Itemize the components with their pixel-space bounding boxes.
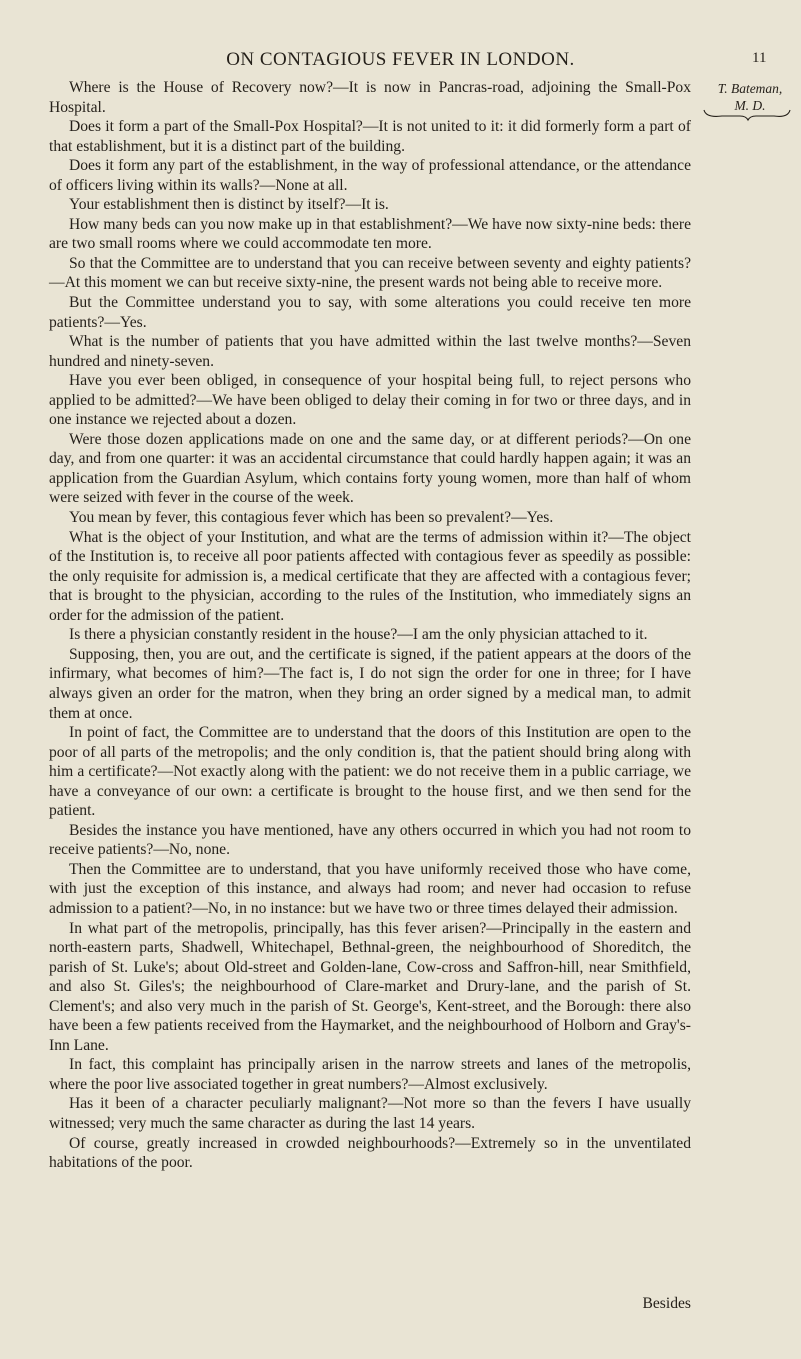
margin-note-name: T. Bateman, bbox=[717, 81, 783, 96]
paragraph: So that the Committee are to understand that you can receive between seventy and eighty patients?—At this moment we can but receive sixty-nine, the present wards not being able to receive more. bbox=[49, 254, 691, 292]
margin-note-degree: M. D. bbox=[734, 98, 766, 113]
paragraph: Besides the instance you have mentioned, have any others occurred in which you had not room to receive patients?—No, none. bbox=[49, 821, 691, 859]
paragraph: In point of fact, the Committee are to understand that the doors of this Institution are open to the poor of all parts of the metropolis; and the only condition is, that the patient should bring along with him a certificate?—Not exactly along with the patient: we do not receive them in a public carriage, we have a conveyance of our own: a certificate is brought to the house first, and we then send for the patient. bbox=[49, 724, 691, 820]
body-text bbox=[49, 78, 691, 1173]
paragraph: Has it been of a character peculiarly malignant?—Not more so than the fevers I have usually witnessed; very much the same character as during the last 14 years. bbox=[49, 1095, 691, 1132]
paragraph: In what part of the metropolis, principally, has this fever arisen?—Principally in the eastern and north-eastern parts, Shadwell, Whitechapel, Bethnal-green, the neighbourhood of Shoreditch, the parish of St. Luke's; about Old-street and Golden-lane, Cow-cross and Saffron-hill, near Smithfield, and also St. Giles's; the neighbourhood of Clare-market and Drury-lane, and the parish of St. Clement's; and also very much in the parish of St. George's, Kent-street, and the Borough: there also have been a few patients received from the Haymarket, and the neighbourhood of Holborn and Gray's-Inn Lane. bbox=[49, 919, 691, 1054]
paragraph: But the Committee understand you to say, with some alterations you could receive ten more patients?—Yes. bbox=[49, 294, 691, 331]
paragraph: Does it form a part of the Small-Pox Hospital?—It is not united to it: it did formerly form a part of that establishment, but it is a distinct part of the building. bbox=[49, 118, 691, 155]
paragraph: Does it form any part of the establishment, in the way of professional attendance, or the attendance of officers living within its walls?—None at all. bbox=[49, 157, 691, 194]
paragraph: You mean by fever, this contagious fever which has been so prevalent?—Yes. bbox=[69, 509, 554, 527]
catchword: Besides bbox=[642, 1295, 691, 1312]
paragraph: Of course, greatly increased in crowded neighbourhoods?—Extremely so in the unventilated habitations of the poor. bbox=[49, 1134, 691, 1172]
running-head: ON CONTAGIOUS FEVER IN LONDON. bbox=[226, 49, 575, 70]
paragraph: What is the object of your Institution, and what are the terms of admission within it?—The object of the Institution is, to receive all poor patients affected with contagious fever as speedily as possible: the only requisite for admission is, a medical certificate that they are affected with a contagious fever; that is brought to the physician, according to the rules of the Institution, who immediately signs an order for the admission of the patient. bbox=[49, 528, 691, 624]
paragraph: What is the number of patients that you have admitted within the last twelve months?—Seven hundred and ninety-seven. bbox=[49, 333, 691, 370]
paragraph: Were those dozen applications made on one and the same day, or at different periods?—On one day, and from one quarter: it was an accidental circumstance that could hardly happen again; it was an application from the Guardian Asylum, which contains forty young women, more than half of whom were seized with fever in the course of the week. bbox=[49, 430, 691, 507]
paragraph: How many beds can you now make up in that establishment?—We have now sixty-nine beds: there are two small rooms where we could accommodate ten more. bbox=[49, 215, 691, 253]
paragraph: Your establishment then is distinct by itself?—It is. bbox=[69, 196, 389, 214]
paragraph: In fact, this complaint has principally arisen in the narrow streets and lanes of the metropolis, where the poor live associated together in great numbers?—Almost exclusively. bbox=[49, 1056, 691, 1093]
paragraph: Have you ever been obliged, in consequence of your hospital being full, to reject persons who applied to be admitted?—We have been obliged to delay their coming in for two or three days, and in one instance we rejected about a dozen. bbox=[49, 372, 691, 429]
paragraph: Where is the House of Recovery now?—It is now in Pancras-road, adjoining the Small-Pox Hospital. bbox=[49, 79, 691, 116]
paragraph: Is there a physician constantly resident in the house?—I am the only physician attached to it. bbox=[69, 626, 648, 644]
paragraph: Then the Committee are to understand, that you have uniformly received those who have come, with just the exception of this instance, and always had room; and never had occasion to refuse admission to a patient?—No, in no instance: but we have two or three times delayed their admission. bbox=[49, 860, 691, 917]
page-number: 11 bbox=[752, 50, 767, 66]
brace-icon bbox=[702, 108, 792, 122]
paragraph: Supposing, then, you are out, and the certificate is signed, if the patient appears at the doors of the infirmary, what becomes of him?—The fact is, I do not sign the order for one in three; for I have always given an order for the matron, when they bring an order signed by a medical man, to admit them at once. bbox=[49, 645, 691, 722]
